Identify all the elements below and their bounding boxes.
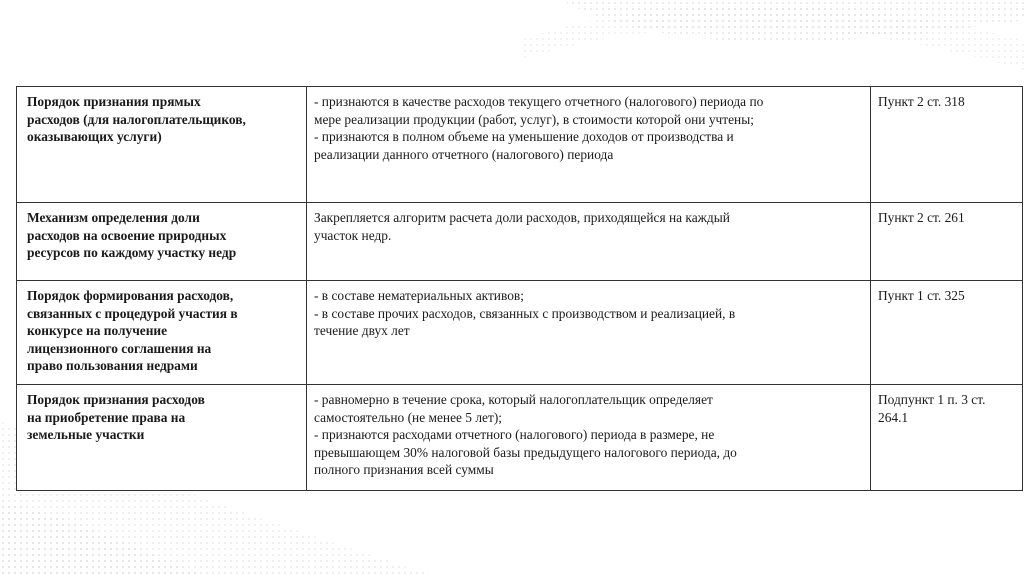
- row-description-line: самостоятельно (не менее 5 лет);: [314, 409, 502, 425]
- row-description-cell: [307, 385, 871, 491]
- row-description-line: мере реализации продукции (работ, услуг), в стоимости которой они учтены;: [314, 111, 754, 127]
- table-row: [17, 385, 1023, 491]
- tax-expense-table-container: [16, 86, 1022, 491]
- row-description-cell: [307, 87, 871, 203]
- row-title-cell: [17, 281, 307, 385]
- row-title-line: земельные участки: [27, 427, 145, 443]
- row-description-cell: [307, 281, 871, 385]
- row-title-cell: [17, 203, 307, 281]
- row-description-line: полного признания всей суммы: [314, 462, 494, 478]
- row-title-cell: [17, 385, 307, 491]
- row-title-line: конкурсе на получение: [27, 323, 168, 339]
- row-title-line: Механизм определения доли: [27, 210, 200, 225]
- row-title-line: Порядок формирования расходов,: [27, 288, 234, 303]
- tax-expense-table: [16, 86, 1023, 491]
- row-reference-line: Пункт 2 ст. 318: [878, 94, 965, 109]
- row-title-line: расходов на освоение природных: [27, 227, 227, 243]
- row-description-line: - равномерно в течение срока, который налогоплательщик определяет: [314, 392, 713, 407]
- row-description-line: - признаются расходами отчетного (налогового) периода в размере, не: [314, 427, 715, 443]
- row-title-line: ресурсов по каждому участку недр: [27, 245, 237, 261]
- row-reference-line: Пункт 2 ст. 261: [878, 210, 965, 225]
- row-reference-cell: [871, 203, 1023, 281]
- row-title-line: связанных с процедурой участия в: [27, 305, 238, 321]
- row-reference-cell: [871, 385, 1023, 491]
- row-description-line: превышающем 30% налоговой базы предыдущего налогового периода, до: [314, 444, 737, 460]
- row-description-line: реализации данного отчетного (налогового) периода: [314, 146, 614, 162]
- row-title-cell: [17, 87, 307, 203]
- row-description-line: - в составе нематериальных активов;: [314, 288, 524, 303]
- table-row: [17, 281, 1023, 385]
- row-title-line: право пользования недрами: [27, 358, 198, 374]
- row-description-line: Закрепляется алгоритм расчета доли расходов, приходящейся на каждый: [314, 210, 730, 225]
- row-title-line: на приобретение права на: [27, 409, 186, 425]
- row-description-line: участок недр.: [314, 227, 392, 243]
- row-reference-line: 264.1: [878, 409, 909, 425]
- row-title-line: оказывающих услуги): [27, 129, 162, 145]
- row-description-line: - в составе прочих расходов, связанных с производством и реализацией, в: [314, 305, 736, 321]
- row-reference-line: Подпункт 1 п. 3 ст.: [878, 392, 986, 407]
- table-row: [17, 87, 1023, 203]
- row-title-line: лицензионного соглашения на: [27, 340, 212, 356]
- row-title-line: расходов (для налогоплательщиков,: [27, 111, 246, 127]
- table-row: [17, 203, 1023, 281]
- row-title-line: Порядок признания расходов: [27, 392, 205, 407]
- row-description-line: - признаются в качестве расходов текущего отчетного (налогового) периода по: [314, 94, 764, 109]
- row-reference-line: Пункт 1 ст. 325: [878, 288, 965, 303]
- row-reference-cell: [871, 281, 1023, 385]
- row-description-line: течение двух лет: [314, 323, 410, 339]
- row-reference-cell: [871, 87, 1023, 203]
- row-description-cell: [307, 203, 871, 281]
- row-description-line: - признаются в полном объеме на уменьшение доходов от производства и: [314, 129, 734, 145]
- row-title-line: Порядок признания прямых: [27, 94, 201, 109]
